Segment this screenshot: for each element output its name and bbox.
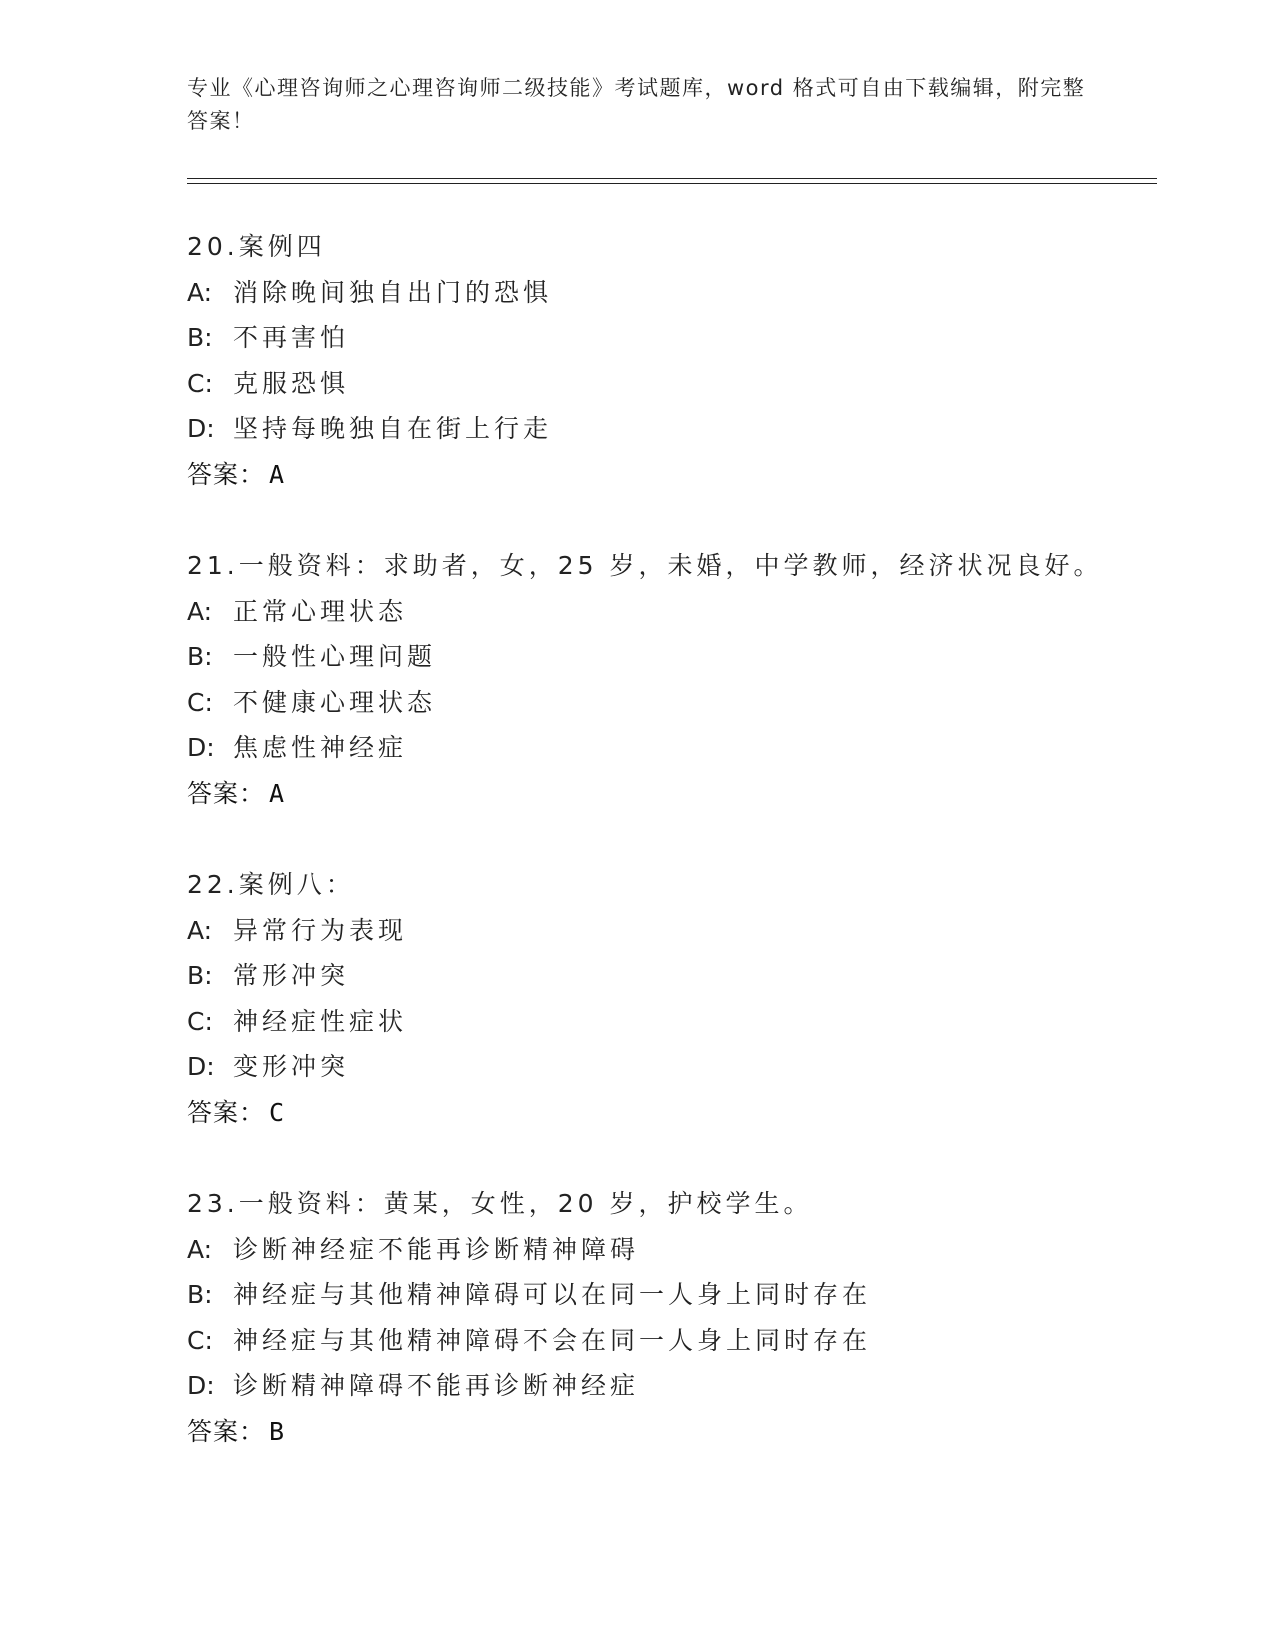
answer-line: [187, 771, 1187, 817]
header-rule-bottom: [187, 183, 1157, 184]
option-text: 不再害怕: [233, 323, 350, 352]
answer-line: [187, 452, 1187, 498]
option-letter: C:: [187, 368, 213, 398]
option-text: 坚持每晚独自在街上行走: [233, 414, 553, 443]
document-header: [187, 72, 1087, 138]
option-letter: A:: [187, 277, 213, 307]
option-text: 不健康心理状态: [233, 687, 437, 717]
question-23: [187, 1181, 1187, 1454]
option-letter: A:: [187, 915, 213, 945]
answer-line: [187, 1409, 1187, 1455]
question-stem: 23.一般资料：黄某，女性，20 岁，护校学生。: [187, 1189, 813, 1218]
answer-line: [187, 1090, 1187, 1136]
option-text: 异常行为表现: [233, 915, 408, 945]
option-c: [187, 361, 1187, 407]
option-d: [187, 406, 1187, 452]
option-d: [187, 1044, 1187, 1090]
question-22: [187, 862, 1187, 1135]
question-20: [187, 224, 1187, 497]
question-21: [187, 543, 1187, 816]
option-text: 神经症与其他精神障碍不会在同一人身上同时存在: [233, 1325, 872, 1355]
question-stem: 20.案例四: [187, 232, 326, 261]
option-b: [187, 315, 1187, 361]
option-letter: D:: [187, 733, 215, 762]
option-text: 常形冲突: [233, 961, 350, 990]
option-text: 焦虑性神经症: [233, 733, 408, 762]
answer-value: A: [269, 778, 286, 808]
option-letter: C:: [187, 687, 213, 717]
option-text: 诊断精神障碍不能再诊断神经症: [233, 1371, 640, 1400]
option-c: [187, 680, 1187, 726]
option-letter: D:: [187, 414, 215, 443]
answer-label: 答案：: [187, 778, 266, 808]
option-a: [187, 270, 1187, 316]
option-b: [187, 953, 1187, 999]
answer-value: A: [269, 459, 286, 489]
option-text: 消除晚间独自出门的恐惧: [233, 277, 553, 307]
option-a: [187, 908, 1187, 954]
option-letter: D:: [187, 1371, 215, 1400]
option-letter: A:: [187, 1234, 213, 1264]
option-text: 一般性心理问题: [233, 642, 437, 671]
header-title: 专业《心理咨询师之心理咨询师二级技能》考试题库，word 格式可自由下载编辑，附完整答案！: [187, 76, 1086, 133]
answer-label: 答案：: [187, 1097, 266, 1127]
answer-label: 答案：: [187, 459, 266, 489]
option-b: [187, 634, 1187, 680]
option-letter: B:: [187, 961, 213, 990]
option-letter: A:: [187, 596, 213, 626]
answer-value: B: [269, 1416, 286, 1446]
option-letter: D:: [187, 1052, 215, 1081]
option-c: [187, 999, 1187, 1045]
option-text: 诊断神经症不能再诊断精神障碍: [233, 1234, 640, 1264]
option-d: [187, 1363, 1187, 1409]
question-stem: 21.一般资料：求助者，女，25 岁，未婚，中学教师，经济状况良好。: [187, 551, 1103, 580]
header-rule-top: [187, 178, 1157, 179]
option-letter: B:: [187, 642, 213, 671]
option-b: [187, 1272, 1187, 1318]
option-text: 正常心理状态: [233, 596, 408, 626]
option-text: 克服恐惧: [233, 368, 350, 398]
option-text: 神经症与其他精神障碍可以在同一人身上同时存在: [233, 1280, 872, 1309]
option-text: 神经症性症状: [233, 1006, 408, 1036]
option-letter: C:: [187, 1006, 213, 1036]
option-letter: B:: [187, 1280, 213, 1309]
option-d: [187, 725, 1187, 771]
question-stem: 22.案例八：: [187, 870, 355, 899]
option-a: [187, 1227, 1187, 1273]
answer-label: 答案：: [187, 1416, 266, 1446]
option-letter: B:: [187, 323, 213, 352]
option-text: 变形冲突: [233, 1052, 350, 1081]
option-a: [187, 589, 1187, 635]
answer-value: C: [269, 1097, 286, 1127]
option-letter: C:: [187, 1325, 213, 1355]
option-c: [187, 1318, 1187, 1364]
